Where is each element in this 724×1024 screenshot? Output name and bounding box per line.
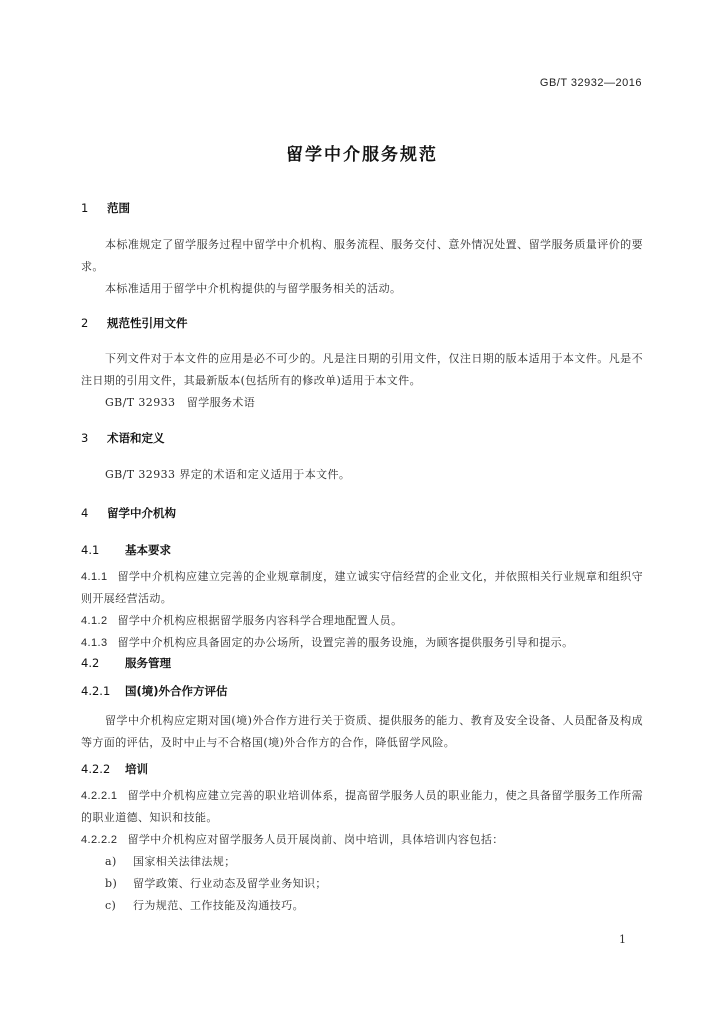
subsection-heading	[81, 655, 643, 671]
subsection-heading	[81, 542, 643, 558]
section-2	[81, 315, 643, 331]
clause-number: 4.2.2.2	[81, 834, 118, 846]
clause-number: 4.1.1	[81, 571, 108, 583]
subsection-title: 基本要求	[125, 543, 172, 557]
subsection-4-1	[81, 542, 643, 558]
paragraph: 本标准适用于留学中介机构提供的与留学服务相关的活动。	[105, 282, 402, 295]
paragraph: 下列文件对于本文件的应用是必不可少的。凡是注日期的引用文件，仅注日期的版本适用于本文件。凡是不注日期的引用文件，其最新版本(包括所有的修改单)适用于本文件。	[81, 352, 643, 387]
subsection-number: 4.2.1	[81, 684, 111, 698]
section-title: 术语和定义	[107, 431, 165, 445]
section-heading	[81, 430, 643, 446]
clause-number: 4.1.2	[81, 615, 108, 627]
normative-reference: GB/T 32933 留学服务术语	[105, 396, 256, 409]
subsection-4-1-body	[81, 566, 643, 654]
list-item	[81, 851, 643, 873]
subsection-heading	[81, 683, 643, 699]
subsection-number: 4.2	[81, 656, 100, 670]
section-number: 4	[81, 506, 89, 520]
clause-4-1-2	[81, 610, 643, 632]
paragraph: 留学中介机构应定期对国(境)外合作方进行关于资质、提供服务的能力、教育及安全设备、人员配备及构成等方面的评估，及时中止与不合格国(境)外合作方的合作，降低留学风险。	[81, 714, 643, 749]
section-number: 2	[81, 316, 89, 330]
subsection-title: 培训	[125, 762, 149, 776]
clause-4-1-1	[81, 566, 643, 610]
list-text: 行为规范、工作技能及沟通技巧。	[133, 899, 304, 912]
clause-text: 留学中介机构应建立完善的企业规章制度，建立诚实守信经营的企业文化，并依照相关行业规章和组织守则开展经营活动。	[81, 570, 643, 605]
list-label: a)	[105, 855, 117, 868]
clause-text: 留学中介机构应建立完善的职业培训体系，提高留学服务人员的职业能力，使之具备留学服务工作所需的职业道德、知识和技能。	[81, 789, 643, 824]
clause-4-2-2-2	[81, 829, 643, 851]
clause-4-2-2-1	[81, 785, 643, 829]
section-3-body	[81, 464, 643, 486]
section-title: 留学中介机构	[107, 506, 177, 520]
standard-code: GB/T 32932—2016	[539, 77, 642, 89]
section-title: 规范性引用文件	[107, 316, 188, 330]
clause-4-1-3	[81, 632, 643, 654]
list-item	[81, 895, 643, 917]
section-heading	[81, 315, 643, 331]
list-text: 留学政策、行业动态及留学业务知识；	[133, 877, 327, 890]
clause-text: 留学中介机构应具备固定的办公场所，设置完善的服务设施，为顾客提供服务引导和提示。	[117, 636, 574, 649]
subsection-4-2-2	[81, 761, 643, 777]
section-1	[81, 200, 643, 216]
section-number: 1	[81, 201, 89, 215]
section-3	[81, 430, 643, 446]
section-4	[81, 505, 643, 521]
list-label: c)	[105, 899, 117, 912]
clause-text: 留学中介机构应对留学服务人员开展岗前、岗中培训，具体培训内容包括：	[127, 833, 504, 846]
document-title: 留学中介服务规范	[286, 145, 438, 165]
clause-text: 留学中介机构应根据留学服务内容科学合理地配置人员。	[117, 614, 403, 627]
section-title: 范围	[107, 201, 131, 215]
list-item	[81, 873, 643, 895]
subsection-heading	[81, 761, 643, 777]
section-heading	[81, 200, 643, 216]
paragraph: GB/T 32933 界定的术语和定义适用于本文件。	[105, 468, 351, 481]
section-1-body	[81, 234, 643, 300]
subsection-title: 服务管理	[125, 656, 172, 670]
list-text: 国家相关法律法规；	[133, 855, 236, 868]
paragraph: 本标准规定了留学服务过程中留学中介机构、服务流程、服务交付、意外情况处置、留学服务质量评价的要求。	[81, 238, 643, 273]
subsection-number: 4.2.2	[81, 762, 111, 776]
subsection-4-2-1-body	[81, 710, 643, 754]
clause-number: 4.2.2.1	[81, 790, 118, 802]
page-number: 1	[619, 933, 626, 946]
list-label: b)	[105, 877, 118, 890]
subsection-title: 国(境)外合作方评估	[125, 684, 228, 698]
section-heading	[81, 505, 643, 521]
section-number: 3	[81, 431, 89, 445]
subsection-4-2	[81, 655, 643, 671]
clause-number: 4.1.3	[81, 637, 108, 649]
subsection-4-2-2-body	[81, 785, 643, 917]
subsection-4-2-1	[81, 683, 643, 699]
section-2-body	[81, 348, 643, 414]
subsection-number: 4.1	[81, 543, 100, 557]
